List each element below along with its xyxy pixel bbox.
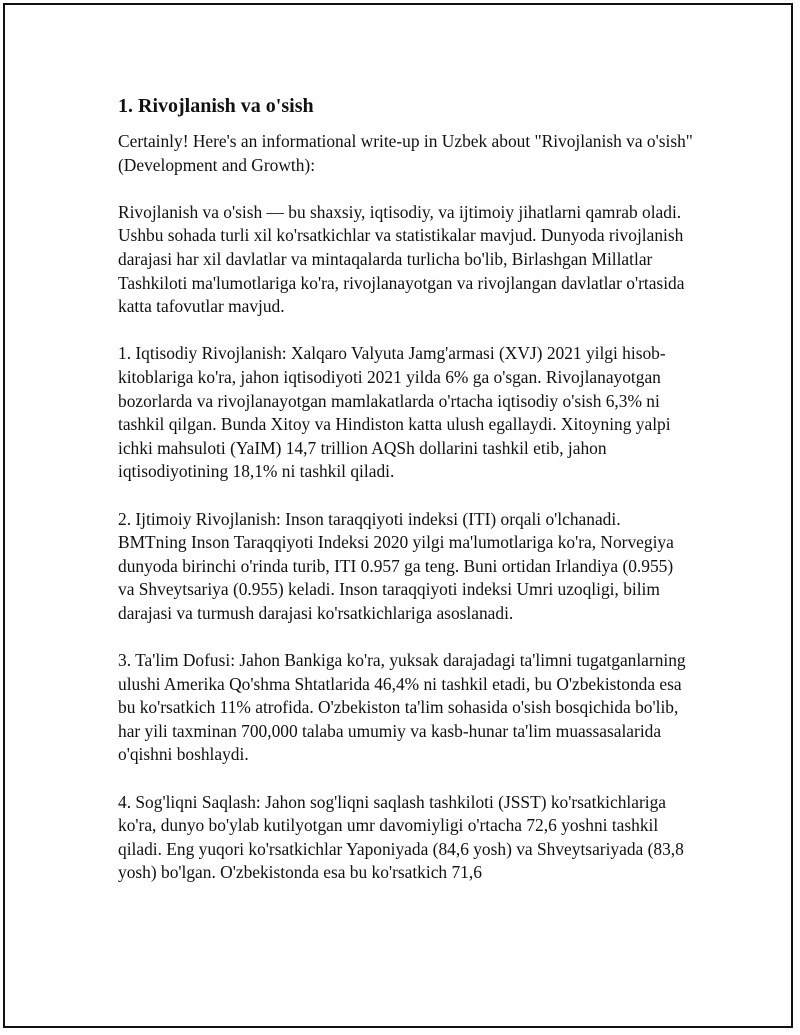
education-paragraph: 3. Ta'lim Dofusi: Jahon Bankiga ko'ra, yuksak darajadagi ta'limni tugatganlarning ulushi Amerika Qo'shma Shtatlarida 46,4% ni tashkil etadi, bu O'zbekistonda esa bu ko'rsatkich 11% atrofida. O'zbekiston ta'lim sohasida o'sish bosqichida bo'lib, har yili taxminan 700,000 talaba umumiy va kasb-hunar ta'lim muassasalarida o'qishni boshlaydi.: [118, 650, 686, 765]
healthcare-paragraph: 4. Sog'liqni Saqlash: Jahon sog'liqni saqlash tashkiloti (JSST) ko'rsatkichlariga ko'ra, dunyo bo'ylab kutilyotgan umr davomiyligi o'rtacha 72,6 yoshni tashkil qiladi. Eng yuqori ko'rsatkichlar Yaponiyada (84,6 yosh) va Shveytsariyada (83,8 yosh) bo'lgan. O'zbekistonda esa bu ko'rsatkich 71,6: [118, 791, 684, 883]
economic-development-paragraph: 1. Iqtisodiy Rivojlanish: Xalqaro Valyuta Jamg'armasi (XVJ) 2021 yilgi hisob-kitoblariga ko'ra, jahon iqtisodiyoti 2021 yilda 6% ga o'sgan. Rivojlanayotgan bozorlarda va rivojlanayotgan mamlakatlarda o'rtacha iqtisodiy o'sish 6,3% ni tashkil qilgan. Bunda Xitoy va Hindiston katta ulush egallaydi. Xitoyning yalpi ichki mahsuloti (YaIM) 14,7 trillion AQSh dollarini tashkil etib, jahon iqtisodiyotining 18,1% ni tashkil qiladi.: [118, 343, 671, 482]
document-body: [118, 92, 693, 909]
document-title: 1. Rivojlanish va o'sish: [118, 95, 314, 117]
social-development-paragraph: 2. Ijtimoiy Rivojlanish: Inson taraqqiyoti indeksi (ITI) orqali o'lchanadi. BMTning Inson Taraqqiyoti Indeksi 2020 yilgi ma'lumotlariga ko'ra, Norvegiya dunyoda birinchi o'rinda turib, ITI 0.957 ga teng. Buni ortidan Irlandiya (0.955) va Shveytsariya (0.955) keladi. Inson taraqqiyoti indeksi Umri uzoqligi, bilim darajasi va turmush darajasi ko'rsatkichlariga asoslanadi.: [118, 508, 674, 623]
overview-paragraph: Rivojlanish va o'sish — bu shaxsiy, iqtisodiy, va ijtimoiy jihatlarni qamrab oladi. Ushbu sohada turli xil ko'rsatkichlar va statistikalar mavjud. Dunyoda rivojlanish darajasi har xil davlatlar va mintaqalarda turlicha bo'lib, Birlashgan Millatlar Tashkiloti ma'lumotlariga ko'ra, rivojlanayotgan va rivojlangan davlatlar o'rtasida katta tafovutlar mavjud.: [118, 201, 685, 317]
intro-paragraph: Certainly! Here's an informational write-up in Uzbek about "Rivojlanish va o'sish" (Development and Growth):: [118, 131, 693, 175]
